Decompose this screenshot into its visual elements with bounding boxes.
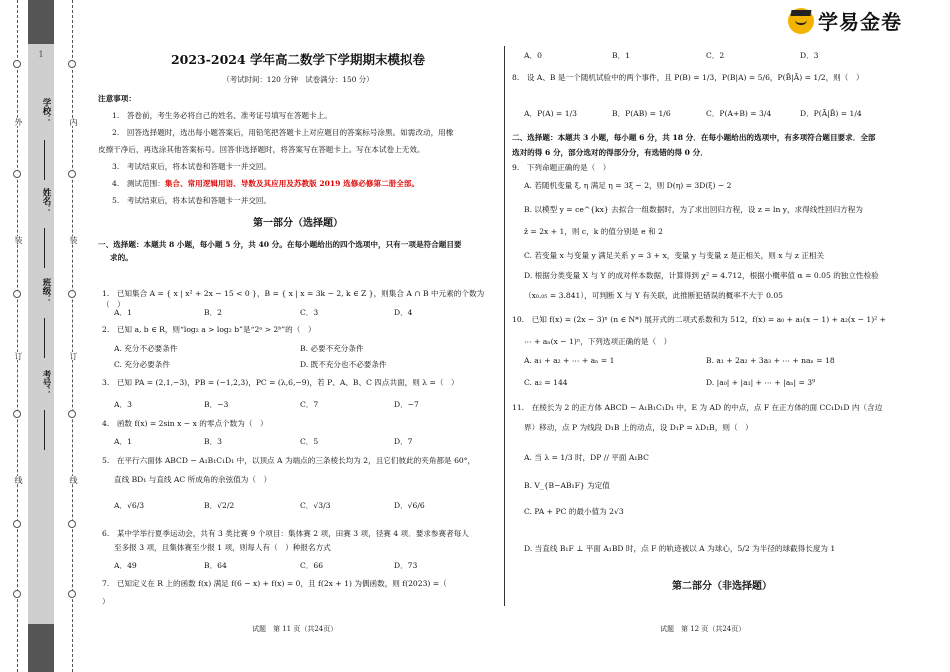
question-6: 6. 某中学举行夏季运动会，共有 3 类比赛 9 个项目：集体赛 2 项，田赛 3 项，径赛 4 项．要求参赛者每人	[102, 529, 469, 538]
q9-option-a: A. 若随机变量 ξ, η 满足 η = 3ξ − 2，则 D(η) = 3D(ξ) − 2	[524, 181, 732, 190]
part1-heading: 第一部分（选择题）	[253, 218, 343, 229]
section2-instructions: 二、选择题：本题共 3 小题，每小题 6 分，共 18 分．在每小题给出的选项中，有多项符合题目要求．全部	[512, 133, 876, 142]
q4-option-c: C．5	[300, 437, 319, 446]
left-page-footer: 试题 第 11 页（共24页）	[252, 625, 338, 633]
inner-dashed-line	[72, 0, 73, 672]
q11-option-a: A. 当 λ = 1/3 时，DP // 平面 A₁BC	[524, 453, 649, 462]
right-page-footer: 试题 第 12 页（共24页）	[660, 625, 746, 633]
field-school: 学校：	[41, 98, 51, 124]
q5-option-b: B．√2/2	[204, 501, 235, 510]
q4-option-b: B．3	[204, 437, 223, 446]
q4-option-a: A．1	[114, 437, 132, 446]
mascot-icon	[788, 8, 814, 34]
test-scope: 集合、常用逻辑用语、导数及其应用及苏教版 2019 选修必修第二册全部。	[164, 179, 420, 188]
question-10-cont: ⋯ + aₙ(x − 1)ⁿ，下列选项正确的是（ ）	[524, 337, 672, 346]
margin-label-inner-3: 订	[69, 352, 78, 360]
q11-option-d: D. 当直线 B₁F ⊥ 平面 A₁BD 时，点 F 的轨迹被以 A 为球心，5/2 为半径的球截得长度为 1	[524, 544, 836, 553]
q10-option-a: A. a₁ + a₂ + ⋯ + aₙ = 1	[524, 356, 615, 365]
q9-option-d-cont: （x₀.₀₅ = 3.841），可判断 X 与 Y 有关联，此推断犯错误的概率不大于 0.05	[524, 291, 784, 300]
q8-option-c: C．P(A+B) = 3/4	[706, 109, 772, 118]
q10-option-b: B. a₁ + 2a₂ + 3a₃ + ⋯ + naₙ = 18	[706, 356, 835, 365]
question-3: 3. 已知 PA = (2,1,−3)，PB = (−1,2,3)，PC = (λ,6,−9)，若 P、A、B、C 四点共面，则 λ =（ ）	[102, 378, 459, 387]
field-exam-number: 考号：	[41, 370, 51, 396]
q2-option-a: A. 充分不必要条件	[114, 344, 178, 353]
part2-heading: 第二部分（非选择题）	[672, 581, 772, 592]
q6-option-a: A．49	[114, 561, 137, 570]
q7-option-d: D．3	[800, 51, 819, 60]
q9-option-b: B. 以模型 y = ce^{kx} 去拟合一组数据时，为了求出回归方程，设 z = ln y，求得线性回归方程为	[524, 205, 863, 214]
q8-option-a: A．P(A) = 1/3	[524, 109, 578, 118]
notice-heading: 注意事项：	[98, 94, 136, 103]
question-6-cont: 至多报 3 项，且集体赛至少报 1 项，则每人有（ ）种报名方式	[114, 543, 331, 552]
notice-2: 2. 回答选择题时，选出每小题答案后，用铅笔把答题卡上对应题目的答案标号涂黑。如需改动，用橡	[112, 128, 454, 137]
question-7: 7. 已知定义在 R 上的函数 f(x) 满足 f(6 − x) + f(x) = 0，且 f(2x + 1) 为偶函数，则 f(2023) =（	[102, 579, 447, 588]
notice-2-cont: 皮擦干净后，再选涂其他答案标号。回答非选择题时，将答案写在答题卡上。写在本试卷上无效。	[98, 145, 425, 154]
q7-option-c: C．2	[706, 51, 725, 60]
question-11-cont: 界）移动，点 P 为线段 D₁B 上的动点，设 D₁P = λD₁B，则（ ）	[524, 423, 753, 432]
q5-option-a: A．√6/3	[114, 501, 145, 510]
section2-instructions-cont: 选对的得 6 分，部分选对的得部分分，有选错的得 0 分．	[512, 148, 708, 157]
notice-5: 5. 考试结束后，将本试卷和答题卡一并交回。	[112, 196, 272, 205]
exam-title: 2023-2024 学年高二数学下学期期末模拟卷	[170, 52, 426, 67]
notice-1: 1. 答卷前，考生务必将自己的姓名、准考证号填写在答题卡上。	[112, 111, 332, 120]
q11-option-b: B. V_{B−AB₁F} 为定值	[524, 481, 610, 490]
brand-logo	[788, 6, 938, 36]
section1-instructions: 一、选择题：本题共 8 小题，每小题 5 分，共 40 分。在每小题给出的四个选项中，只有一项是符合题目要	[98, 240, 462, 249]
q2-option-d: D. 既不充分也不必要条件	[300, 360, 387, 369]
margin-label-outer-2: 装	[14, 236, 23, 244]
q6-option-c: C．66	[300, 561, 324, 570]
margin-label-inner-2: 装	[69, 236, 78, 244]
q3-option-c: C．7	[300, 400, 319, 409]
field-name: 姓名：	[41, 188, 51, 214]
q9-option-d: D. 根据分类变量 X 与 Y 的成对样本数据，计算得到 χ² = 4.712，根据小概率值 α = 0.05 的独立性检验	[524, 271, 879, 280]
exam-subtitle: （考试时间：120 分钟 试卷满分：150 分）	[222, 75, 374, 84]
margin-label-outer-1: 外	[14, 118, 23, 126]
q4-option-d: D．7	[394, 437, 413, 446]
q1-option-c: C．3	[300, 308, 319, 317]
left-column	[98, 54, 498, 263]
question-11: 11. 在棱长为 2 的正方体 ABCD − A₁B₁C₁D₁ 中，E 为 AD 的中点，点 F 在正方体的面 CC₁D₁D 内（含边	[512, 403, 883, 412]
q6-option-d: D．73	[394, 561, 418, 570]
outer-dashed-line	[17, 0, 18, 672]
q3-option-d: D．−7	[394, 400, 419, 409]
column-divider	[504, 46, 505, 606]
question-2: 2. 已知 a, b ∈ R，则“log₂ a > log₂ b”是“2ᵃ > 2ᵇ”的（ ）	[102, 325, 316, 334]
question-5: 5. 在平行六面体 ABCD − A₁B₁C₁D₁ 中，以顶点 A 为端点的三条棱长均为 2，且它们彼此的夹角都是 60°，	[102, 456, 476, 465]
q8-option-d: D．P(Ā|B̄) = 1/4	[800, 109, 862, 118]
q7-option-b: B．1	[612, 51, 631, 60]
margin-label-inner-4: 线	[69, 476, 78, 484]
q3-option-a: A．3	[114, 400, 132, 409]
question-5-cont: 直线 BD₁ 与直线 AC 所成角的余弦值为（ ）	[114, 475, 272, 484]
q10-option-d: D. |a₀| + |a₁| + ⋯ + |aₙ| = 3⁹	[706, 378, 816, 387]
notice-3: 3. 考试结束后，将本试卷和答题卡一并交回。	[112, 162, 272, 171]
q5-option-c: C．√3/3	[300, 501, 331, 510]
q2-option-c: C. 充分必要条件	[114, 360, 170, 369]
logo-text: 学易金卷	[818, 10, 902, 34]
question-7-cont: ）	[102, 597, 110, 606]
q6-option-b: B．64	[204, 561, 227, 570]
question-4: 4. 函数 f(x) = 2sin x − x 的零点个数为（ ）	[102, 419, 268, 428]
section1-instructions-cont: 求的。	[110, 253, 133, 262]
q1-option-b: B．2	[204, 308, 223, 317]
q9-option-b-cont: ẑ = 2x + 1，则 c，k 的值分别是 e 和 2	[524, 227, 663, 236]
q7-option-a: A．0	[524, 51, 542, 60]
field-class: 班级：	[41, 278, 51, 304]
question-8: 8. 设 A、B 是一个随机试验中的两个事件，且 P(B) = 1/3，P(B|A) = 5/6，P(B̄|Ā) = 1/2，则（ ）	[512, 73, 864, 82]
q5-option-d: D．√6/6	[394, 501, 425, 510]
margin-label-outer-3: 订	[14, 352, 23, 360]
margin-page-number: 1	[38, 50, 44, 59]
q10-option-c: C. a₂ = 144	[524, 378, 568, 387]
question-10: 10. 已知 f(x) = (2x − 3)ⁿ (n ∈ N*) 展开式的二项式系数和为 512，f(x) = a₀ + a₁(x − 1) + a₂(x − 1)² +	[512, 315, 886, 324]
q3-option-b: B．−3	[204, 400, 229, 409]
q8-option-b: B．P(AB) = 1/6	[612, 109, 671, 118]
q1-option-d: D．4	[394, 308, 413, 317]
notice-4: 4. 测试范围：集合、常用逻辑用语、导数及其应用及苏教版 2019 选修必修第二册全部。	[112, 179, 420, 188]
question-1: 1. 已知集合 A = { x | x² + 2x − 15 < 0 }，B = { x | x = 3k − 2, k ∈ Z }，则集合 A ∩ B 中元素的个数为（ ）	[102, 289, 485, 309]
question-9: 9. 下列命题正确的是（ ）	[512, 163, 611, 172]
binding-margin	[0, 0, 82, 672]
q11-option-c: C. PA + PC 的最小值为 2√3	[524, 507, 624, 516]
q9-option-c: C. 若变量 x 与变量 y 满足关系 y = 3 + x，变量 y 与变量 z 是正相关，则 x 与 z 正相关	[524, 251, 825, 260]
margin-label-outer-4: 线	[14, 476, 23, 484]
q1-option-a: A．1	[114, 308, 132, 317]
q2-option-b: B. 必要不充分条件	[300, 344, 364, 353]
margin-label-inner-1: 内	[69, 118, 78, 126]
